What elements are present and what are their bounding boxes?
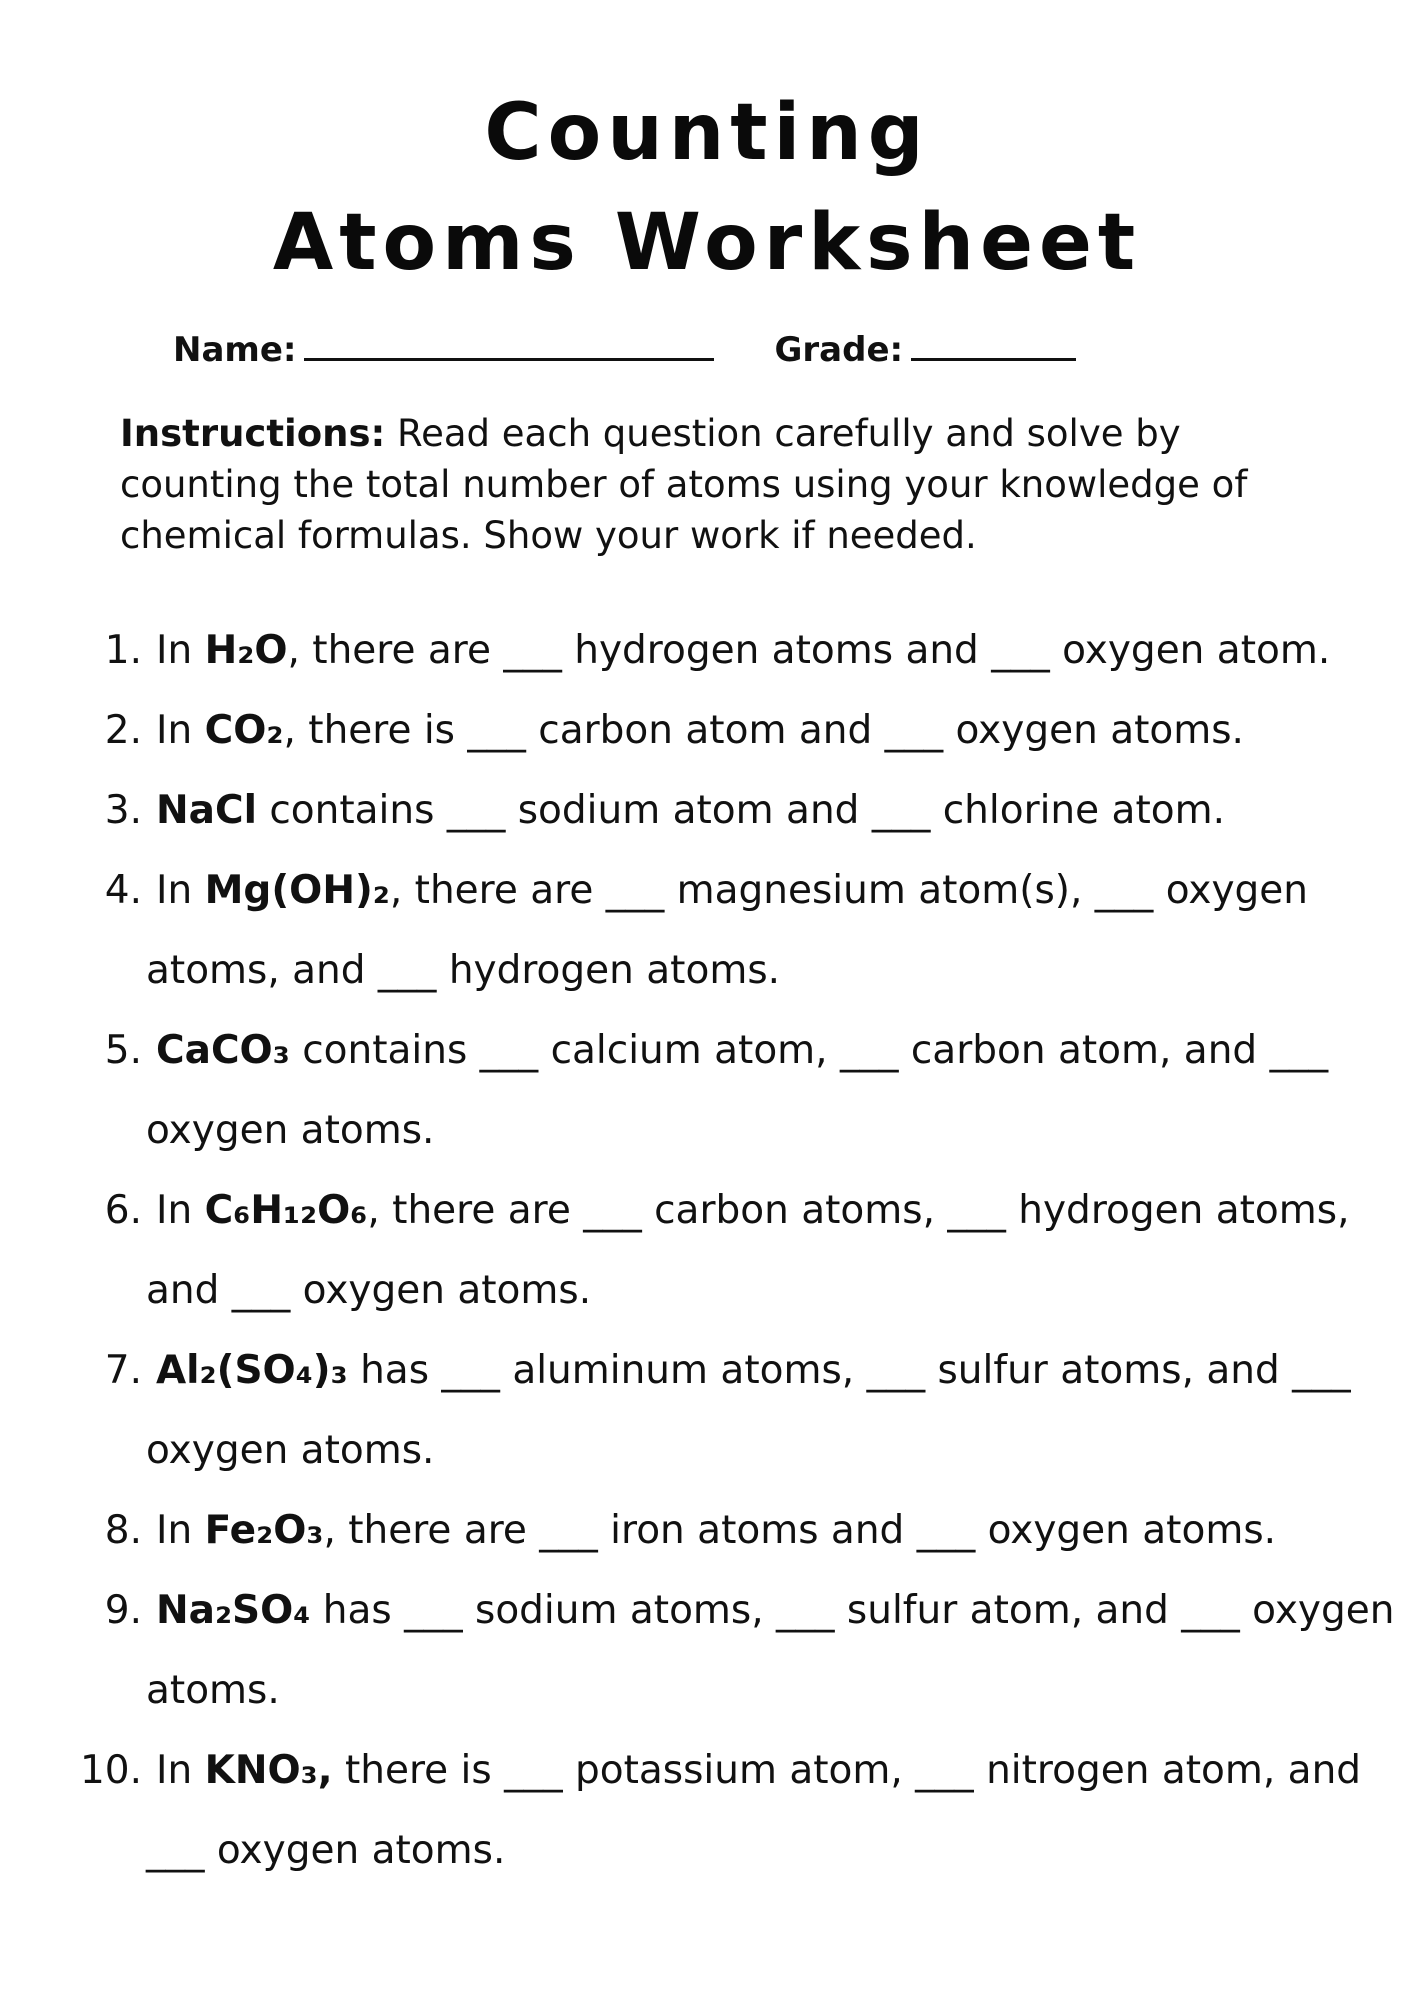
question-post: has ___ aluminum atoms, ___ sulfur atoms, and ___: [347, 1348, 1351, 1393]
question-number: 8.: [104, 1508, 142, 1553]
question-continuation: oxygen atoms.: [146, 1428, 435, 1473]
formula: CaCO₃: [156, 1028, 290, 1073]
formula: KNO₃,: [204, 1748, 333, 1793]
question-post: , there is ___ carbon atom and ___ oxygen atoms.: [283, 708, 1244, 753]
formula: Fe₂O₃: [204, 1508, 324, 1553]
formula: H₂O: [204, 628, 288, 673]
grade-label: Grade:: [774, 330, 904, 370]
question-number: 7.: [104, 1348, 142, 1393]
formula: Al₂(SO₄)₃: [156, 1348, 348, 1393]
question-pre: In: [156, 628, 205, 673]
question-continuation: and ___ oxygen atoms.: [146, 1268, 592, 1313]
formula: C₆H₁₂O₆: [204, 1188, 368, 1233]
question-pre: In: [156, 868, 205, 913]
question-number: 3.: [104, 788, 142, 833]
question-post: , there are ___ iron atoms and ___ oxygen atoms.: [323, 1508, 1277, 1553]
formula: Mg(OH)₂: [204, 868, 390, 913]
question-pre: In: [156, 1748, 205, 1793]
name-blank[interactable]: [304, 336, 714, 361]
question-number: 10.: [79, 1748, 142, 1793]
question-number: 6.: [104, 1188, 142, 1233]
question-continuation: atoms, and ___ hydrogen atoms.: [146, 948, 781, 993]
formula: CO₂: [204, 708, 284, 753]
question-continuation: atoms.: [146, 1668, 280, 1713]
question-pre: In: [156, 1188, 205, 1233]
instructions-text: Read each question carefully and solve by counting the total number of atoms using your knowledge of chemical formulas. Show your work if needed.: [120, 412, 1248, 557]
title-line-1: Counting: [484, 88, 930, 178]
question-pre: In: [156, 1508, 205, 1553]
formula: NaCl: [156, 788, 257, 833]
question-post: contains ___ sodium atom and ___ chlorine atom.: [256, 788, 1225, 833]
question-number: 5.: [104, 1028, 142, 1073]
instructions-label: Instructions:: [120, 412, 386, 455]
question-number: 2.: [104, 708, 142, 753]
question-number: 1.: [104, 628, 142, 673]
student-fields: [173, 330, 1076, 370]
question-post: there is ___ potassium atom, ___ nitrogen atom, and: [332, 1748, 1362, 1793]
question-number: 9.: [104, 1588, 142, 1633]
question-post: has ___ sodium atoms, ___ sulfur atom, and ___ oxygen: [310, 1588, 1395, 1633]
question-pre: In: [156, 708, 205, 753]
question-post: , there are ___ magnesium atom(s), ___ oxygen: [389, 868, 1308, 913]
instructions: [120, 408, 1340, 561]
title-line-2: Atoms Worksheet: [272, 198, 1142, 288]
question-post: contains ___ calcium atom, ___ carbon atom, and ___: [289, 1028, 1329, 1073]
question-post: , there are ___ carbon atoms, ___ hydrogen atoms,: [367, 1188, 1350, 1233]
question-continuation: ___ oxygen atoms.: [146, 1828, 506, 1873]
name-label: Name:: [173, 330, 297, 370]
grade-blank[interactable]: [911, 336, 1076, 361]
question-continuation: oxygen atoms.: [146, 1108, 435, 1153]
question-post: , there are ___ hydrogen atoms and ___ oxygen atom.: [287, 628, 1331, 673]
question-number: 4.: [104, 868, 142, 913]
formula: Na₂SO₄: [156, 1588, 311, 1633]
